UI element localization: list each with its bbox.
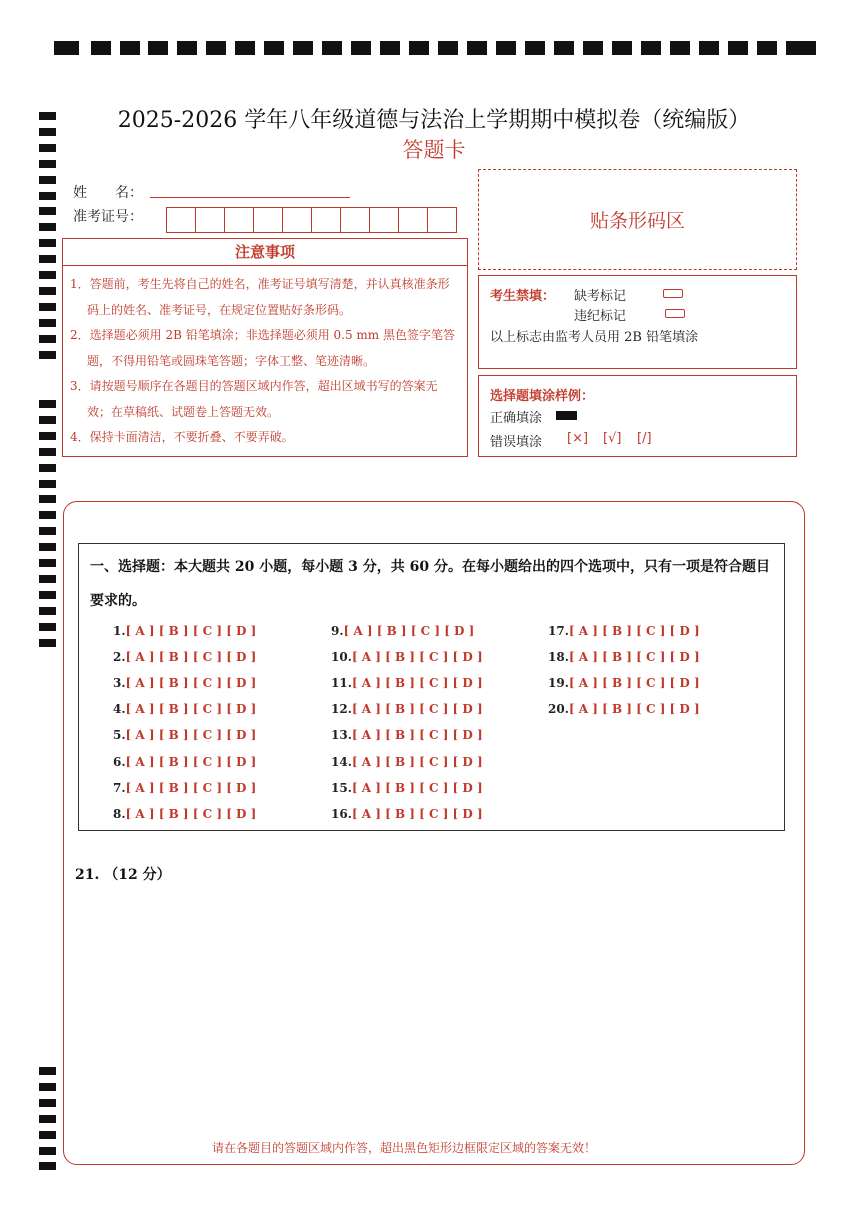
timing-mark bbox=[39, 271, 56, 279]
top-timing-marks bbox=[54, 41, 816, 55]
question-row[interactable] bbox=[331, 702, 483, 716]
timing-mark bbox=[351, 41, 371, 55]
id-digit-box[interactable] bbox=[253, 207, 283, 233]
timing-mark bbox=[39, 287, 56, 295]
question-number: 11. bbox=[331, 676, 352, 691]
question-number: 1. bbox=[113, 624, 126, 638]
question-number: 19. bbox=[548, 676, 569, 691]
timing-mark bbox=[206, 41, 226, 55]
timing-mark bbox=[409, 41, 429, 55]
timing-mark bbox=[438, 41, 458, 55]
question-21-heading: 21. （12 分） bbox=[75, 867, 171, 883]
question-row[interactable] bbox=[113, 650, 256, 664]
answer-options[interactable]: [ A ] [ B ] [ C ] [ D ] bbox=[568, 702, 700, 717]
question-row[interactable] bbox=[331, 676, 483, 690]
id-digit-box[interactable] bbox=[340, 207, 370, 233]
answer-options[interactable]: [ A ] [ B ] [ C ] [ D ] bbox=[351, 806, 483, 821]
answer-options[interactable]: [ A ] [ B ] [ C ] [ D ] bbox=[343, 624, 475, 638]
name-field[interactable] bbox=[150, 197, 350, 198]
answer-options[interactable]: [ A ] [ B ] [ C ] [ D ] bbox=[125, 806, 257, 821]
wrong-mark-check: [√] bbox=[603, 431, 622, 446]
timing-mark bbox=[757, 41, 777, 55]
question-number: 2. bbox=[113, 650, 126, 665]
id-digit-box[interactable] bbox=[427, 207, 457, 233]
timing-mark bbox=[39, 575, 56, 583]
timing-mark bbox=[120, 41, 140, 55]
question-row[interactable] bbox=[113, 702, 256, 716]
id-digit-box[interactable] bbox=[166, 207, 196, 233]
question-row[interactable] bbox=[331, 807, 483, 821]
timing-mark bbox=[39, 495, 56, 503]
exam-rules-note: 以上标志由监考人员用 2B 铅笔填涂 bbox=[490, 330, 699, 345]
timing-mark bbox=[293, 41, 313, 55]
correct-fill-sample bbox=[556, 411, 577, 420]
answer-options[interactable]: [ A ] [ B ] [ C ] [ D ] bbox=[351, 702, 483, 717]
answer-options[interactable]: [ A ] [ B ] [ C ] [ D ] bbox=[125, 780, 257, 795]
question-number: 5. bbox=[113, 728, 126, 743]
answer-options[interactable]: [ A ] [ B ] [ C ] [ D ] bbox=[351, 780, 483, 795]
section1-instruction: 一、选择题：本大题共 20 小题，每小题 3 分，共 60 分。在每小题给出的四个选项中，只有一项是符合题目要求的。 bbox=[90, 559, 770, 609]
timing-mark bbox=[787, 41, 816, 55]
timing-mark bbox=[39, 192, 56, 200]
footer-warning: 请在各题目的答题区域内作答，超出黑色矩形边框限定区域的答案无效！ bbox=[211, 1141, 596, 1155]
timing-mark bbox=[39, 176, 56, 184]
timing-mark bbox=[39, 239, 56, 247]
wrong-mark-slash: [/] bbox=[637, 431, 652, 446]
barcode-label: 贴条形码区 bbox=[589, 210, 685, 232]
timing-mark bbox=[380, 41, 400, 55]
notice-panel bbox=[62, 238, 468, 457]
timing-mark bbox=[39, 591, 56, 599]
timing-mark bbox=[670, 41, 690, 55]
timing-mark bbox=[91, 41, 111, 55]
answer-options[interactable]: [ A ] [ B ] [ C ] [ D ] bbox=[125, 624, 257, 638]
page-title: 2025-2026 学年八年级道德与法治上学期期中模拟卷（统编版） bbox=[117, 108, 751, 133]
timing-mark bbox=[612, 41, 632, 55]
timing-mark bbox=[235, 41, 255, 55]
fill-example-panel bbox=[478, 375, 797, 457]
question-row[interactable] bbox=[113, 755, 256, 769]
question-number: 20. bbox=[548, 702, 569, 717]
answer-options[interactable]: [ A ] [ B ] [ C ] [ D ] bbox=[351, 754, 483, 769]
timing-mark bbox=[467, 41, 487, 55]
question-number: 6. bbox=[113, 754, 126, 769]
timing-mark bbox=[728, 41, 748, 55]
timing-mark bbox=[39, 448, 56, 456]
answer-options[interactable]: [ A ] [ B ] [ C ] [ D ] bbox=[125, 676, 257, 691]
id-digit-box[interactable] bbox=[369, 207, 399, 233]
timing-mark bbox=[641, 41, 661, 55]
answer-options[interactable]: [ A ] [ B ] [ C ] [ D ] bbox=[568, 650, 700, 665]
question-row[interactable] bbox=[113, 624, 256, 638]
correct-fill-label: 正确填涂 bbox=[490, 411, 543, 426]
id-digit-box[interactable] bbox=[282, 207, 312, 233]
timing-mark bbox=[39, 1162, 56, 1170]
timing-mark bbox=[39, 303, 56, 311]
id-digit-box[interactable] bbox=[398, 207, 428, 233]
question-row[interactable] bbox=[113, 728, 256, 742]
answer-options[interactable]: [ A ] [ B ] [ C ] [ D ] bbox=[351, 728, 483, 743]
wrong-fill-label: 错误填涂 bbox=[490, 435, 543, 450]
question-number: 18. bbox=[548, 650, 569, 665]
question-row[interactable] bbox=[548, 624, 700, 638]
timing-mark bbox=[39, 223, 56, 231]
timing-mark bbox=[39, 623, 56, 631]
notice-heading: 注意事项 bbox=[63, 239, 467, 266]
question-number: 14. bbox=[331, 754, 352, 769]
id-label: 准考证号： bbox=[73, 209, 143, 225]
question-row[interactable] bbox=[548, 650, 700, 664]
timing-mark bbox=[39, 255, 56, 263]
timing-mark bbox=[39, 464, 56, 472]
answer-options[interactable]: [ A ] [ B ] [ C ] [ D ] bbox=[125, 728, 257, 743]
violation-label: 违纪标记 bbox=[574, 309, 627, 324]
question-number: 15. bbox=[331, 780, 352, 795]
question-row[interactable] bbox=[331, 755, 483, 769]
notice-item: 3．请按题号顺序在各题目的答题区域内作答，超出区域书写的答案无效；在草稿纸、试题卷上答题无效。 bbox=[70, 379, 438, 419]
timing-mark bbox=[264, 41, 284, 55]
barcode-area bbox=[478, 169, 797, 270]
question-row[interactable] bbox=[113, 781, 256, 795]
timing-mark bbox=[177, 41, 197, 55]
page-subtitle: 答题卡 bbox=[402, 138, 466, 162]
question-number: 8. bbox=[113, 806, 126, 821]
question-row[interactable] bbox=[113, 807, 256, 821]
answer-options[interactable]: [ A ] [ B ] [ C ] [ D ] bbox=[351, 676, 483, 691]
timing-mark bbox=[525, 41, 545, 55]
question-number: 13. bbox=[331, 728, 352, 743]
question-number: 17. bbox=[548, 624, 569, 638]
question-number: 4. bbox=[113, 702, 126, 717]
timing-mark bbox=[148, 41, 168, 55]
timing-mark bbox=[39, 1083, 56, 1091]
wrong-mark-x: [×] bbox=[567, 431, 589, 446]
timing-mark bbox=[39, 1067, 56, 1075]
question-row[interactable] bbox=[331, 728, 483, 742]
timing-mark bbox=[39, 207, 56, 215]
timing-mark bbox=[39, 432, 56, 440]
answer-options[interactable]: [ A ] [ B ] [ C ] [ D ] bbox=[568, 676, 700, 691]
timing-mark bbox=[39, 639, 56, 647]
question-row[interactable] bbox=[331, 781, 483, 795]
question-row[interactable] bbox=[331, 650, 483, 664]
notice-item: 2．选择题必须用 2B 铅笔填涂；非选择题必须用 0.5 mm 黑色签字笔答题，不得用铅笔或圆珠笔答题；字体工整、笔迹清晰。 bbox=[70, 328, 456, 368]
timing-mark bbox=[39, 400, 56, 408]
timing-mark bbox=[496, 41, 516, 55]
timing-mark bbox=[39, 335, 56, 343]
answer-options[interactable]: [ A ] [ B ] [ C ] [ D ] bbox=[568, 624, 700, 638]
timing-mark bbox=[39, 1099, 56, 1107]
exam-id-boxes[interactable] bbox=[166, 207, 456, 233]
exam-rules-heading: 考生禁填： bbox=[490, 289, 556, 304]
timing-mark bbox=[39, 1131, 56, 1139]
answer-options[interactable]: [ A ] [ B ] [ C ] [ D ] bbox=[351, 650, 483, 665]
timing-mark bbox=[39, 319, 56, 327]
timing-mark bbox=[39, 511, 56, 519]
timing-mark bbox=[39, 543, 56, 551]
absent-checkbox[interactable] bbox=[663, 289, 683, 298]
question-number: 10. bbox=[331, 650, 352, 665]
question-row[interactable] bbox=[113, 676, 256, 690]
timing-mark bbox=[39, 607, 56, 615]
name-label: 姓 名： bbox=[73, 185, 143, 201]
fill-example-heading: 选择题填涂样例： bbox=[490, 389, 595, 404]
exam-rules-panel bbox=[478, 275, 797, 369]
violation-checkbox[interactable] bbox=[665, 309, 685, 318]
question-row[interactable] bbox=[548, 676, 700, 690]
answer-options[interactable]: [ A ] [ B ] [ C ] [ D ] bbox=[125, 650, 257, 665]
absent-label: 缺考标记 bbox=[574, 289, 627, 304]
timing-mark bbox=[583, 41, 603, 55]
question-row[interactable] bbox=[331, 624, 474, 638]
timing-mark bbox=[699, 41, 719, 55]
question-number: 16. bbox=[331, 806, 352, 821]
timing-mark bbox=[39, 416, 56, 424]
question-number: 7. bbox=[113, 780, 126, 795]
notice-item: 4．保持卡面清洁，不要折叠、不要弄破。 bbox=[70, 430, 294, 444]
question-row[interactable] bbox=[548, 702, 700, 716]
timing-mark bbox=[39, 1115, 56, 1123]
id-digit-box[interactable] bbox=[311, 207, 341, 233]
id-digit-box[interactable] bbox=[195, 207, 225, 233]
timing-mark bbox=[54, 41, 79, 55]
answer-options[interactable]: [ A ] [ B ] [ C ] [ D ] bbox=[125, 754, 257, 769]
question-number: 3. bbox=[113, 676, 126, 691]
timing-mark bbox=[39, 559, 56, 567]
notice-list bbox=[63, 266, 467, 451]
timing-mark bbox=[39, 527, 56, 535]
timing-mark bbox=[322, 41, 342, 55]
question-number: 9. bbox=[331, 624, 344, 638]
answer-options[interactable]: [ A ] [ B ] [ C ] [ D ] bbox=[125, 702, 257, 717]
timing-mark bbox=[554, 41, 574, 55]
question-number: 12. bbox=[331, 702, 352, 717]
notice-item: 1．答题前，考生先将自己的姓名，准考证号填写清楚，并认真核准条形码上的姓名、准考证号，在规定位置贴好条形码。 bbox=[70, 277, 450, 317]
id-digit-box[interactable] bbox=[224, 207, 254, 233]
timing-mark bbox=[39, 480, 56, 488]
timing-mark bbox=[39, 351, 56, 359]
